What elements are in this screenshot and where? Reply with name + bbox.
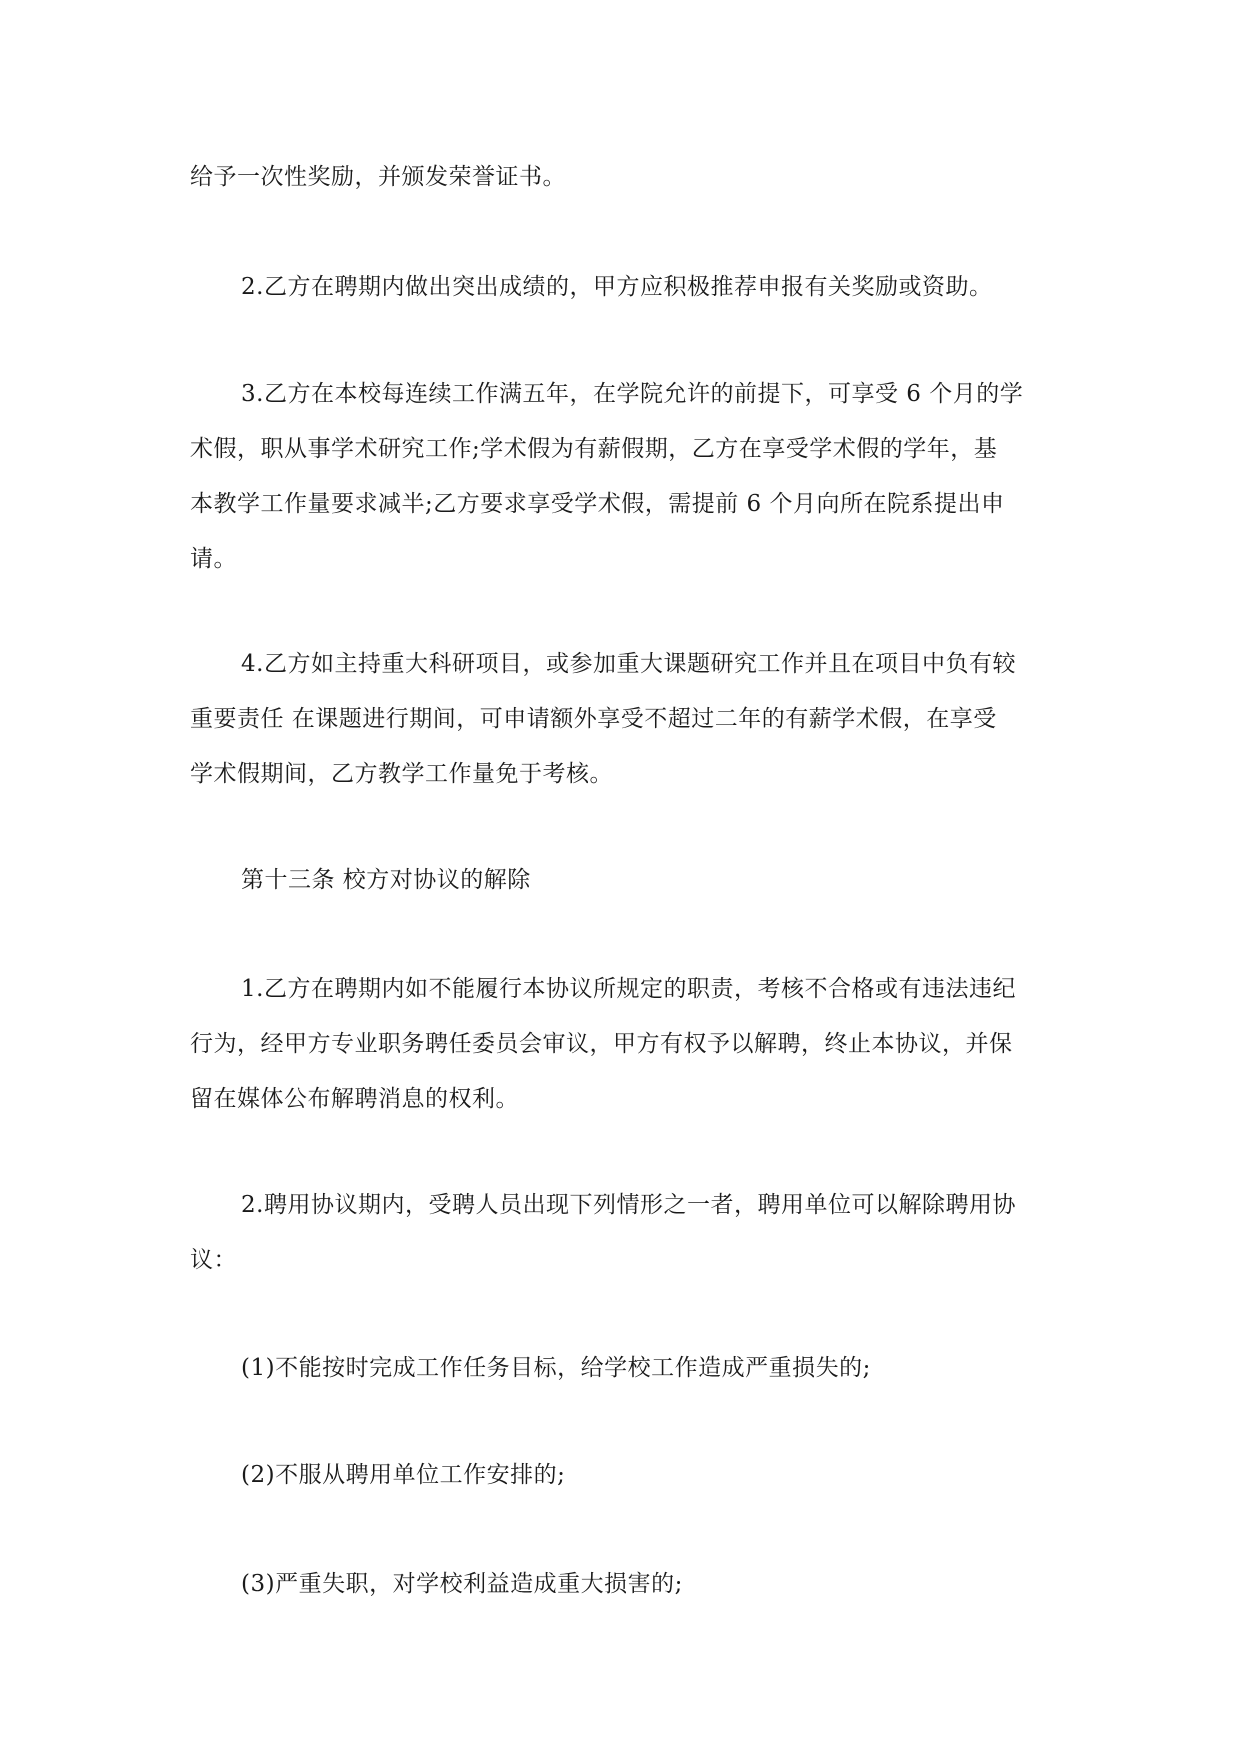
text-line: 学术假期间，乙方教学工作量免于考核。 (190, 761, 613, 787)
text-line: 本教学工作量要求减半;乙方要求享受学术假，需提前 6 个月向所在院系提出申 (190, 491, 1005, 517)
list-item-2 (190, 1448, 1060, 1503)
text-line: 给予一次性奖励，并颁发荣誉证书。 (190, 164, 566, 190)
text-line: 2.乙方在聘期内做出突出成绩的，甲方应积极推荐申报有关奖励或资助。 (241, 274, 993, 300)
paragraph-4 (190, 637, 1060, 802)
paragraph-continuation (190, 150, 1060, 205)
list-item-3 (190, 1557, 1060, 1612)
text-line: 3.乙方在本校每连续工作满五年，在学院允许的前提下，可享受 6 个月的学 (241, 381, 1024, 407)
text-line: 留在媒体公布解聘消息的权利。 (190, 1086, 519, 1112)
text-line: 请。 (190, 546, 237, 572)
text-line: 重要责任 在课题进行期间，可申请额外享受不超过二年的有薪学术假，在享受 (190, 706, 997, 732)
paragraph-13-2 (190, 1178, 1060, 1288)
text-line: (3)严重失职，对学校利益造成重大损害的; (241, 1571, 683, 1597)
text-line: 术假，职从事学术研究工作;学术假为有薪假期，乙方在享受学术假的学年，基 (190, 436, 998, 462)
article-13-heading (190, 853, 1060, 908)
text-line: 行为，经甲方专业职务聘任委员会审议，甲方有权予以解聘，终止本协议，并保 (190, 1031, 1013, 1057)
paragraph-2 (190, 260, 1060, 315)
paragraph-3 (190, 367, 1060, 587)
text-line: 议： (190, 1247, 237, 1273)
text-line: (1)不能按时完成工作任务目标，给学校工作造成严重损失的; (241, 1355, 871, 1381)
text-line: 4.乙方如主持重大科研项目，或参加重大课题研究工作并且在项目中负有较 (241, 651, 1016, 677)
text-line: 1.乙方在聘期内如不能履行本协议所规定的职责，考核不合格或有违法违纪 (241, 976, 1016, 1002)
paragraph-13-1 (190, 962, 1060, 1127)
list-item-1 (190, 1341, 1060, 1396)
text-line: (2)不服从聘用单位工作安排的; (241, 1462, 566, 1488)
section-heading: 第十三条 校方对协议的解除 (241, 867, 531, 893)
text-line: 2.聘用协议期内，受聘人员出现下列情形之一者，聘用单位可以解除聘用协 (241, 1192, 1016, 1218)
